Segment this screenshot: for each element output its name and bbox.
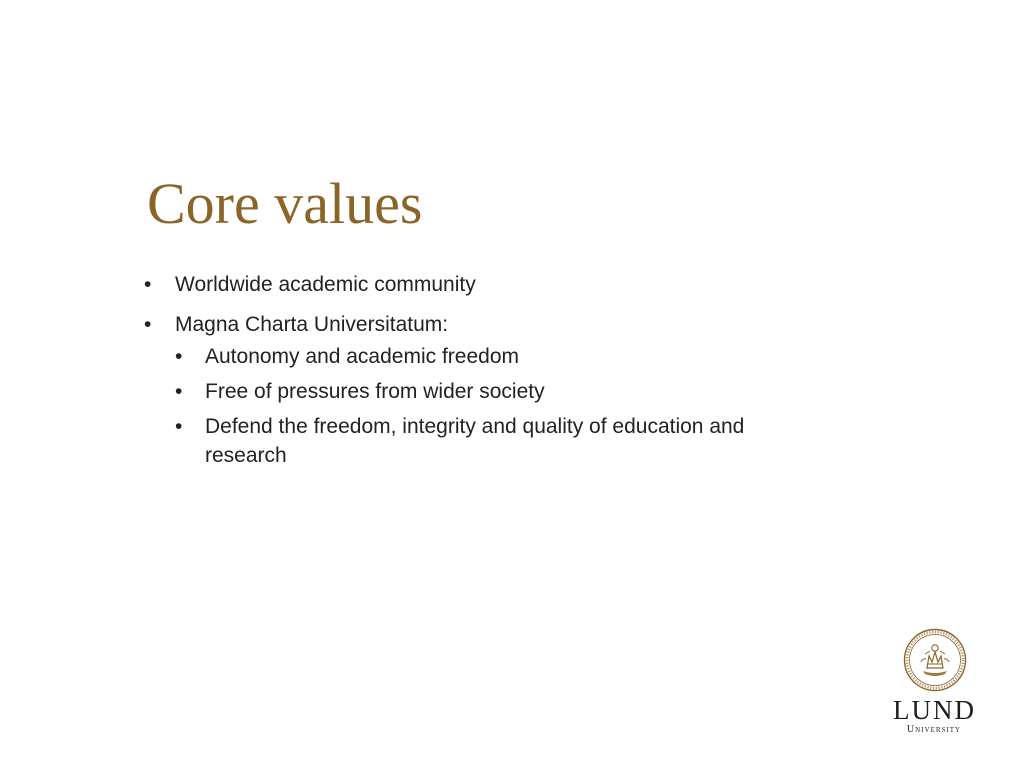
- sub-list-item-text: Autonomy and academic freedom: [205, 345, 520, 368]
- list-item: [144, 270, 844, 300]
- bullet-icon: •: [144, 313, 152, 336]
- list-item-text: Magna Charta Universitatum:: [175, 313, 449, 336]
- sub-list-item-text: Defend the freedom, integrity and quality of education and research: [205, 415, 745, 467]
- bullet-icon: •: [144, 273, 152, 296]
- bullet-icon: •: [175, 345, 183, 368]
- lund-university-logo: [893, 628, 975, 738]
- logo-wordmark: LUND: [893, 695, 976, 725]
- list-item: [144, 310, 844, 470]
- sub-list-item: [175, 377, 825, 406]
- bullet-icon: •: [175, 415, 183, 438]
- sub-list-item: [175, 342, 825, 371]
- logo-subtitle: University: [906, 724, 962, 735]
- sub-bullet-list: [175, 342, 844, 470]
- slide-title: Core values: [147, 171, 423, 236]
- sub-list-item-text: Free of pressures from wider society: [205, 380, 545, 403]
- sub-list-item: [175, 412, 825, 470]
- bullet-icon: •: [175, 380, 183, 403]
- list-item-text: Worldwide academic community: [175, 273, 476, 296]
- lund-university-seal-icon: [903, 628, 967, 692]
- bullet-list: [144, 270, 844, 470]
